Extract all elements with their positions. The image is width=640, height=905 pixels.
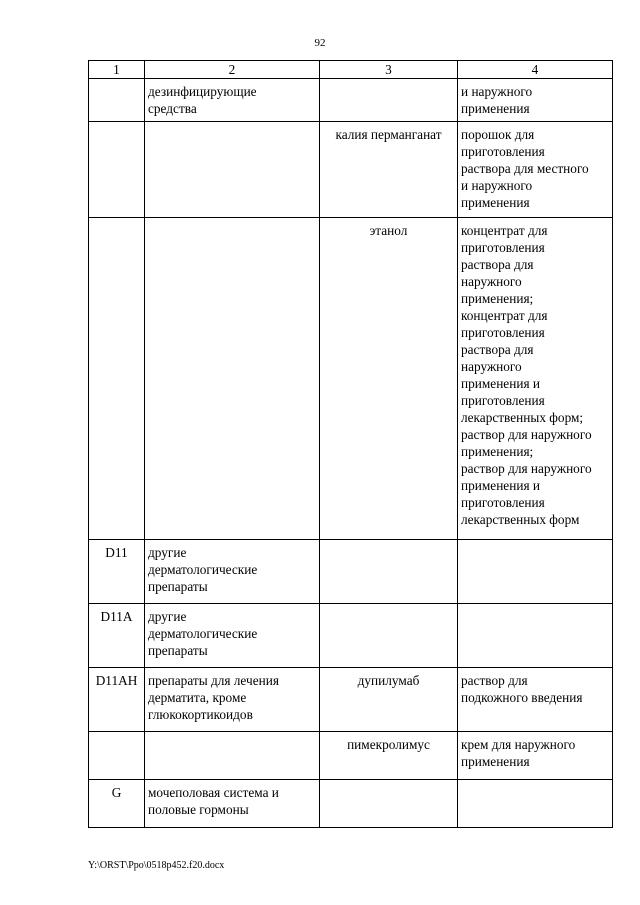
dosage-form-cell: и наружного применения <box>458 79 613 122</box>
dosage-form-cell: раствор для подкожного введения <box>458 668 613 732</box>
column-header-2: 2 <box>145 61 320 79</box>
dosage-form-cell: порошок для приготовления раствора для местного и наружного применения <box>458 122 613 218</box>
atc-code-cell: D11 <box>89 540 145 604</box>
anatomical-group-cell <box>145 218 320 540</box>
dosage-form-cell <box>458 780 613 828</box>
table-row <box>89 780 613 828</box>
anatomical-group-cell: дезинфицирующие средства <box>145 79 320 122</box>
table-row <box>89 604 613 668</box>
drug-name-cell <box>320 780 458 828</box>
anatomical-group-cell <box>145 732 320 780</box>
atc-code-cell: D11AH <box>89 668 145 732</box>
drug-name-cell: этанол <box>320 218 458 540</box>
atc-code-cell: D11A <box>89 604 145 668</box>
column-header-3: 3 <box>320 61 458 79</box>
drug-name-cell <box>320 604 458 668</box>
atc-code-cell <box>89 79 145 122</box>
anatomical-group-cell <box>145 122 320 218</box>
anatomical-group-cell: другие дерматологические препараты <box>145 604 320 668</box>
table-row <box>89 540 613 604</box>
drug-name-cell <box>320 79 458 122</box>
dosage-form-cell: крем для наружного применения <box>458 732 613 780</box>
table-row <box>89 732 613 780</box>
dosage-form-cell: концентрат для приготовления раствора для наружного применения; концентрат для приготовления раствора для наружного применения и приготовления лекарственных форм; раствор для наружного применения; раствор для наружного применения и приготовления лекарственных форм <box>458 218 613 540</box>
anatomical-group-cell: другие дерматологические препараты <box>145 540 320 604</box>
atc-code-cell <box>89 122 145 218</box>
atc-code-cell: G <box>89 780 145 828</box>
file-path-footer: Y:\ORST\Ppo\0518p452.f20.docx <box>88 860 225 871</box>
column-header-4: 4 <box>458 61 613 79</box>
anatomical-group-cell: препараты для лечения дерматита, кроме глюкокортикоидов <box>145 668 320 732</box>
drug-name-cell: пимекролимус <box>320 732 458 780</box>
table-row <box>89 668 613 732</box>
column-header-1: 1 <box>89 61 145 79</box>
page-number: 92 <box>314 37 326 49</box>
dosage-form-cell <box>458 540 613 604</box>
table-row <box>89 122 613 218</box>
atc-code-cell <box>89 732 145 780</box>
drug-name-cell <box>320 540 458 604</box>
anatomical-group-cell: мочеполовая система и половые гормоны <box>145 780 320 828</box>
drug-name-cell: калия перманганат <box>320 122 458 218</box>
drug-table <box>88 60 613 828</box>
atc-code-cell <box>89 218 145 540</box>
table-row <box>89 79 613 122</box>
drug-name-cell: дупилумаб <box>320 668 458 732</box>
table-header-row <box>89 61 613 79</box>
dosage-form-cell <box>458 604 613 668</box>
table-row <box>89 218 613 540</box>
